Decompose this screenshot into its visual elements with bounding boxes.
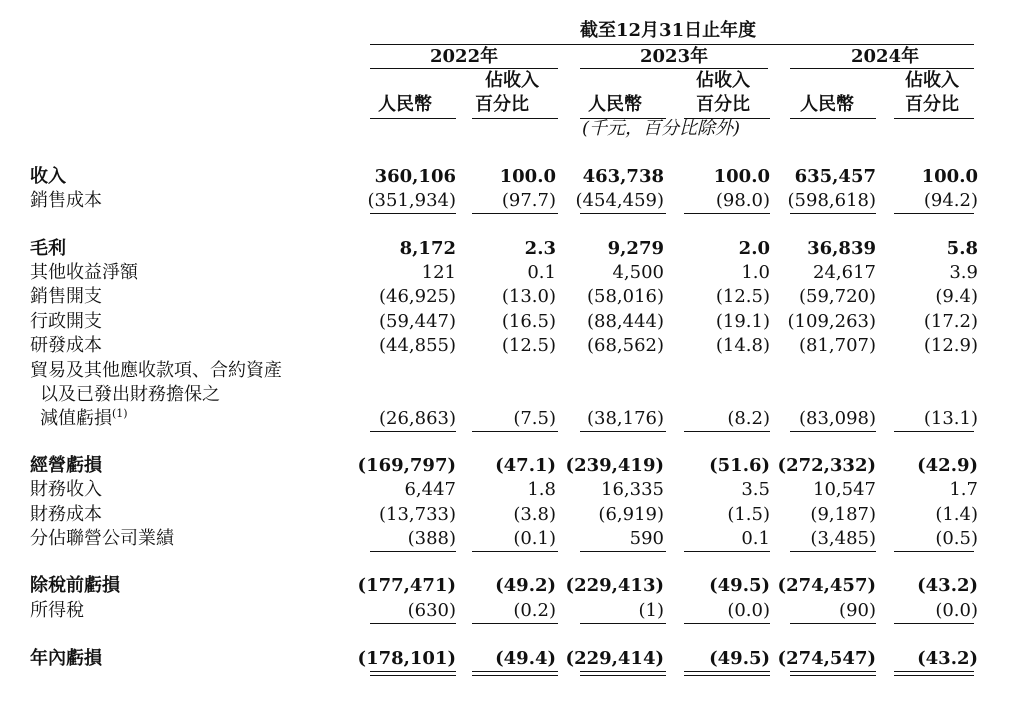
unit-note: (千元，百分比除外): [582, 118, 741, 139]
cell-value: 9,279: [607, 238, 664, 259]
footnote-marker: (1): [112, 407, 128, 420]
cell-value: (272,332): [777, 455, 876, 476]
period-underline: [370, 44, 974, 45]
total-rule: [580, 431, 666, 432]
cell-value: (13.0): [501, 286, 556, 307]
cell-value: (94.2): [923, 190, 978, 211]
cell-value: (49.5): [709, 648, 770, 669]
cell-value: (16.5): [501, 311, 556, 332]
cell-value: (51.6): [709, 455, 770, 476]
row-label: 分佔聯營公司業績: [30, 528, 174, 549]
cell-value: (98.0): [715, 190, 770, 211]
cell-value: (19.1): [715, 311, 770, 332]
year-2022-underline: [370, 68, 558, 69]
cell-value: (49.5): [709, 575, 770, 596]
total-rule: [370, 431, 456, 432]
cell-value: (274,457): [777, 575, 876, 596]
cell-value: (44,855): [378, 335, 456, 356]
row-label: 財務收入: [30, 479, 102, 500]
cell-value: (43.2): [917, 575, 978, 596]
row-label: 以及已發出財務擔保之: [40, 384, 220, 405]
col-rule-2022-pct: [472, 118, 558, 119]
cell-value: 635,457: [794, 166, 876, 187]
cell-value: (13,733): [378, 504, 456, 525]
double-rule-top: [370, 671, 456, 672]
pct-header-2023-l1: 佔收入: [696, 70, 750, 91]
period-heading: 截至12月31日止年度: [580, 20, 757, 41]
double-rule-bottom: [790, 675, 876, 676]
cell-value: (7.5): [513, 408, 556, 429]
cell-value: (38,176): [586, 408, 664, 429]
total-rule: [472, 551, 558, 552]
cell-value: (59,720): [798, 286, 876, 307]
row-label: 行政開支: [30, 311, 102, 332]
pct-header-2024-l1: 佔收入: [905, 70, 959, 91]
cell-value: (3,485): [810, 528, 876, 549]
total-rule: [894, 551, 974, 552]
double-rule-top: [790, 671, 876, 672]
pct-header-2024-l2: 百分比: [905, 94, 959, 115]
cell-value: (46,925): [378, 286, 456, 307]
cell-value: (49.2): [495, 575, 556, 596]
cell-value: 1.8: [527, 479, 556, 500]
total-rule: [894, 213, 974, 214]
total-rule: [472, 213, 558, 214]
cell-value: (1.5): [727, 504, 770, 525]
row-label: 研發成本: [30, 335, 102, 356]
total-rule: [370, 623, 456, 624]
double-rule-top: [684, 671, 770, 672]
cell-value: (83,098): [798, 408, 876, 429]
cell-value: (1): [638, 600, 664, 621]
row-label: 其他收益淨額: [30, 262, 138, 283]
double-rule-bottom: [370, 675, 456, 676]
cell-value: (169,797): [357, 455, 456, 476]
cell-value: (598,618): [787, 190, 876, 211]
cell-value: 0.1: [741, 528, 770, 549]
cell-value: (9,187): [810, 504, 876, 525]
cell-value: (68,562): [586, 335, 664, 356]
double-rule-bottom: [684, 675, 770, 676]
cell-value: (0.0): [727, 600, 770, 621]
col-rule-2024-amt: [790, 118, 876, 119]
pct-header-2023-l2: 百分比: [696, 94, 750, 115]
currency-header-2024: 人民幣: [800, 94, 854, 115]
cell-value: (1.4): [935, 504, 978, 525]
cell-value: (388): [407, 528, 456, 549]
cell-value: 463,738: [582, 166, 664, 187]
row-label: 所得稅: [30, 600, 84, 621]
double-rule-bottom: [472, 675, 558, 676]
cell-value: (8.2): [727, 408, 770, 429]
cell-value: 1.0: [741, 262, 770, 283]
cell-value: 8,172: [399, 238, 456, 259]
cell-value: 100.0: [713, 166, 770, 187]
cell-value: (88,444): [586, 311, 664, 332]
col-rule-2022-amt: [370, 118, 456, 119]
year-2023-underline: [580, 68, 768, 69]
cell-value: 3.5: [741, 479, 770, 500]
row-label: 貿易及其他應收款項、合約資產: [30, 360, 282, 381]
cell-value: 5.8: [946, 238, 978, 259]
pct-header-2022-l1: 佔收入: [485, 70, 539, 91]
currency-header-2023: 人民幣: [588, 94, 642, 115]
cell-value: (0.5): [935, 528, 978, 549]
cell-value: 100.0: [499, 166, 556, 187]
cell-value: (178,101): [357, 648, 456, 669]
col-rule-2024-pct: [894, 118, 974, 119]
total-rule: [894, 431, 974, 432]
currency-header-2022: 人民幣: [378, 94, 432, 115]
cell-value: (0.2): [513, 600, 556, 621]
cell-value: (14.8): [715, 335, 770, 356]
cell-value: (630): [407, 600, 456, 621]
cell-value: 2.0: [738, 238, 770, 259]
total-rule: [580, 213, 666, 214]
cell-value: (26,863): [378, 408, 456, 429]
total-rule: [370, 213, 456, 214]
row-label: 除稅前虧損: [30, 575, 120, 596]
pct-header-2022-l2: 百分比: [475, 94, 529, 115]
cell-value: (43.2): [917, 648, 978, 669]
cell-value: (42.9): [917, 455, 978, 476]
double-rule-top: [894, 671, 974, 672]
total-rule: [894, 623, 974, 624]
total-rule: [790, 623, 876, 624]
cell-value: 100.0: [921, 166, 978, 187]
total-rule: [370, 551, 456, 552]
cell-value: 0.1: [527, 262, 556, 283]
total-rule: [472, 623, 558, 624]
cell-value: (6,919): [598, 504, 664, 525]
cell-value: 590: [629, 528, 664, 549]
row-label: 經營虧損: [30, 455, 102, 476]
total-rule: [580, 551, 666, 552]
total-rule: [790, 431, 876, 432]
double-rule-top: [472, 671, 558, 672]
row-label: 年內虧損: [30, 648, 102, 669]
cell-value: (0.0): [935, 600, 978, 621]
cell-value: (0.1): [513, 528, 556, 549]
cell-value: 6,447: [404, 479, 456, 500]
cell-value: (58,016): [586, 286, 664, 307]
total-rule: [684, 213, 770, 214]
total-rule: [790, 213, 876, 214]
cell-value: (454,459): [575, 190, 664, 211]
cell-value: 4,500: [612, 262, 664, 283]
cell-value: (9.4): [935, 286, 978, 307]
cell-value: (13.1): [923, 408, 978, 429]
cell-value: (3.8): [513, 504, 556, 525]
cell-value: (229,413): [565, 575, 664, 596]
double-rule-top: [580, 671, 666, 672]
cell-value: (351,934): [367, 190, 456, 211]
cell-value: (49.4): [495, 648, 556, 669]
total-rule: [790, 551, 876, 552]
double-rule-bottom: [894, 675, 974, 676]
total-rule: [684, 431, 770, 432]
cell-value: 1.7: [949, 479, 978, 500]
cell-value: (12.5): [715, 286, 770, 307]
cell-value: (90): [839, 600, 876, 621]
row-label: 銷售開支: [30, 286, 102, 307]
year-2022: 2022年: [430, 46, 499, 67]
cell-value: 16,335: [601, 479, 664, 500]
total-rule: [580, 623, 666, 624]
row-label: 毛利: [30, 238, 66, 259]
cell-value: (12.5): [501, 335, 556, 356]
cell-value: (239,419): [565, 455, 664, 476]
year-2023: 2023年: [640, 46, 709, 67]
cell-value: 360,106: [374, 166, 456, 187]
cell-value: (47.1): [495, 455, 556, 476]
cell-value: 3.9: [949, 262, 978, 283]
cell-value: 36,839: [807, 238, 876, 259]
row-label: 收入: [30, 166, 66, 187]
total-rule: [472, 431, 558, 432]
year-2024: 2024年: [851, 46, 920, 67]
cell-value: 2.3: [524, 238, 556, 259]
cell-value: 121: [421, 262, 456, 283]
cell-value: (97.7): [501, 190, 556, 211]
cell-value: (81,707): [798, 335, 876, 356]
cell-value: (109,263): [787, 311, 876, 332]
cell-value: (17.2): [923, 311, 978, 332]
row-label: 減值虧損$^{(1)}$: [40, 407, 128, 429]
double-rule-bottom: [580, 675, 666, 676]
cell-value: 10,547: [813, 479, 876, 500]
cell-value: (274,547): [777, 648, 876, 669]
cell-value: 24,617: [813, 262, 876, 283]
cell-value: (177,471): [357, 575, 456, 596]
row-label: 財務成本: [30, 504, 102, 525]
total-rule: [684, 551, 770, 552]
row-label: 銷售成本: [30, 190, 102, 211]
cell-value: (229,414): [565, 648, 664, 669]
cell-value: (12.9): [923, 335, 978, 356]
total-rule: [684, 623, 770, 624]
cell-value: (59,447): [378, 311, 456, 332]
year-2024-underline: [790, 68, 974, 69]
